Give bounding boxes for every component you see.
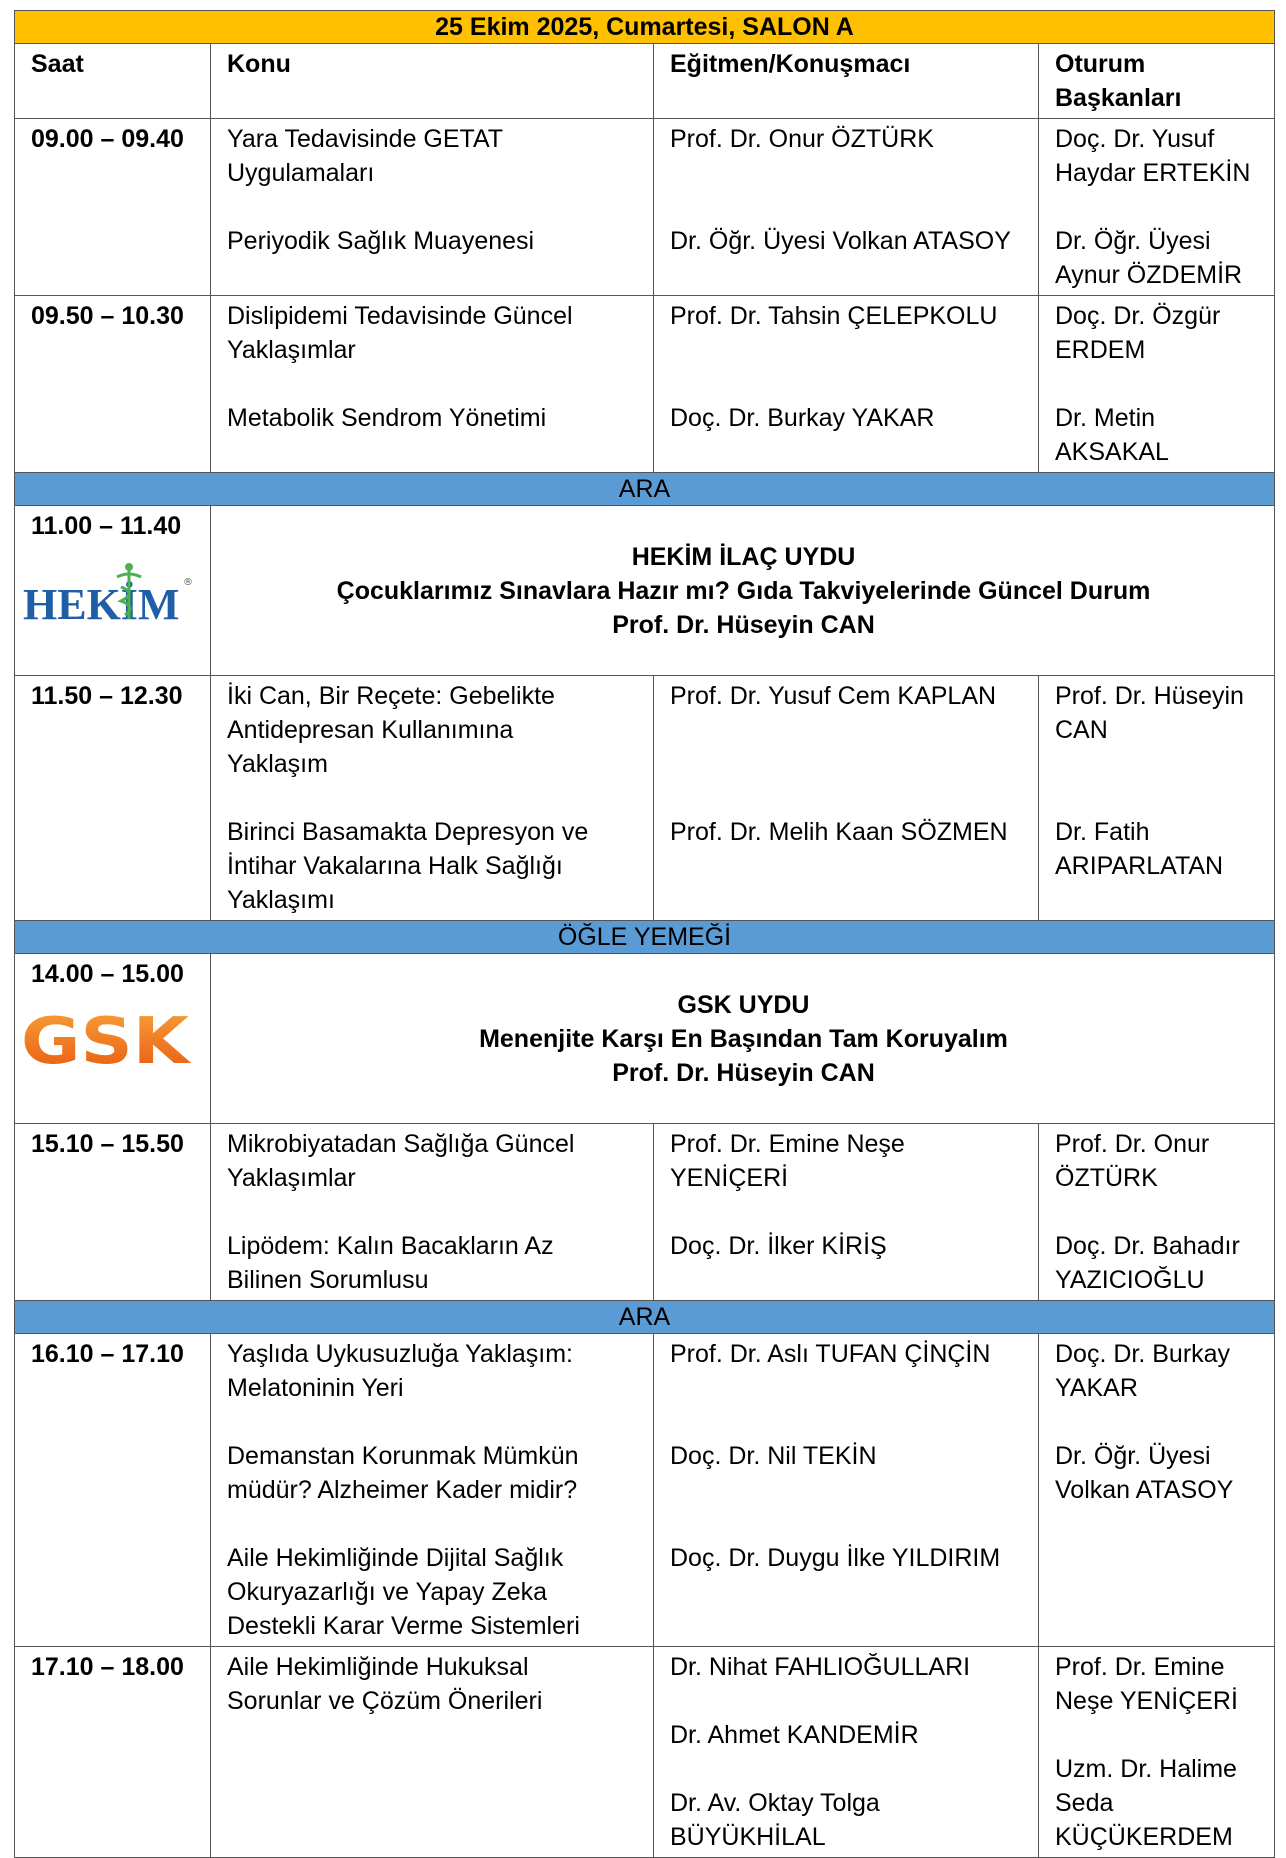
satellite-speaker: Prof. Dr. Hüseyin CAN [612, 1058, 875, 1087]
speaker-line: YENİÇERİ [670, 1164, 789, 1192]
satellite-speaker: Prof. Dr. Hüseyin CAN [612, 610, 875, 639]
session-time: 11.50 – 12.30 [15, 676, 211, 921]
session-chairs [1039, 1334, 1275, 1647]
topic-line: Destekli Karar Verme Sistemleri [227, 1612, 580, 1640]
satellite-topic: Çocuklarımız Sınavlara Hazır mı? Gıda Takviyelerinde Güncel Durum [336, 576, 1151, 605]
session-topics [211, 676, 654, 921]
session-time: 09.50 – 10.30 [15, 296, 211, 473]
chair-line: YAKAR [1055, 1374, 1138, 1402]
session-speakers [654, 676, 1039, 921]
topic-line: Melatoninin Yeri [227, 1374, 404, 1402]
program-table [14, 10, 1275, 1858]
session-speakers [654, 1647, 1039, 1858]
topic-line: Metabolik Sendrom Yönetimi [227, 404, 547, 432]
lunch-row [15, 921, 1275, 954]
chair-line: Doç. Dr. Özgür [1055, 302, 1221, 330]
satellite-info [211, 506, 1275, 676]
chair-line: Uzm. Dr. Halime [1055, 1755, 1237, 1783]
session-speakers [654, 1334, 1039, 1647]
header-chairs-line-1: Oturum [1055, 50, 1146, 78]
chair-line: Neşe YENİÇERİ [1055, 1687, 1238, 1715]
chair-line: ERDEM [1055, 336, 1146, 364]
session-chairs [1039, 1124, 1275, 1301]
registered-mark: ® [183, 577, 193, 588]
topic-line: Lipödem: Kalın Bacakların Az [227, 1232, 554, 1260]
session-row-6 [15, 1647, 1275, 1858]
gsk-logo [21, 1005, 193, 1075]
session-time: 09.00 – 09.40 [15, 119, 211, 296]
header-topic [211, 44, 654, 119]
speaker-line: Prof. Dr. Aslı TUFAN ÇİNÇİN [670, 1340, 991, 1368]
session-time: 15.10 – 15.50 [15, 1124, 211, 1301]
topic-line: Dislipidemi Tedavisinde Güncel [227, 302, 573, 330]
chair-line: CAN [1055, 716, 1108, 744]
hekim-logo-text: HEKİM [23, 580, 180, 629]
topic-line: Antidepresan Kullanımına [227, 716, 514, 744]
session-topics [211, 296, 654, 473]
satellite-row-hekim [15, 506, 1275, 676]
session-row-4 [15, 1124, 1275, 1301]
topic-line: Mikrobiyatadan Sağlığa Güncel [227, 1130, 575, 1158]
session-row-1 [15, 119, 1275, 296]
header-time-label: Saat [31, 50, 84, 78]
topic-line: Yaşlıda Uykusuzluğa Yaklaşım: [227, 1340, 573, 1368]
session-chairs [1039, 296, 1275, 473]
session-topics [211, 1334, 654, 1647]
chair-line: Haydar ERTEKİN [1055, 159, 1251, 187]
topic-line: Yaklaşımı [227, 886, 335, 914]
lunch-label: ÖĞLE YEMEĞİ [15, 921, 1275, 954]
satellite-row-gsk [15, 954, 1275, 1124]
header-chairs [1039, 44, 1275, 119]
chair-line: Dr. Metin [1055, 404, 1156, 432]
topic-line: müdür? Alzheimer Kader midir? [227, 1476, 578, 1504]
session-chairs [1039, 1647, 1275, 1858]
speaker-line: Prof. Dr. Onur ÖZTÜRK [670, 125, 934, 153]
satellite-name: GSK UYDU [677, 990, 810, 1019]
session-speakers [654, 296, 1039, 473]
session-time: 11.00 – 11.40 [31, 512, 182, 540]
chair-line: ARIPARLATAN [1055, 852, 1224, 880]
speaker-line: Prof. Dr. Melih Kaan SÖZMEN [670, 818, 1008, 846]
chair-line: Prof. Dr. Hüseyin [1055, 682, 1244, 710]
break-label: ARA [15, 1301, 1275, 1334]
topic-line: Uygulamaları [227, 159, 375, 187]
topic-line: Yaklaşımlar [227, 1164, 356, 1192]
session-time: 17.10 – 18.00 [15, 1647, 211, 1858]
program-sheet [14, 10, 1274, 1858]
title-row [15, 11, 1275, 44]
break-row [15, 473, 1275, 506]
speaker-line: Dr. Nihat FAHLIOĞULLARI [670, 1653, 971, 1681]
chair-line: Prof. Dr. Emine [1055, 1653, 1225, 1681]
session-time: 16.10 – 17.10 [15, 1334, 211, 1647]
header-topic-label: Konu [227, 50, 291, 78]
speaker-line: Dr. Av. Oktay Tolga [670, 1789, 880, 1817]
chair-line: YAZICIOĞLU [1055, 1266, 1205, 1294]
topic-line: Yaklaşım [227, 750, 328, 778]
hekim-logo [21, 561, 193, 631]
chair-line: Doç. Dr. Yusuf [1055, 125, 1215, 153]
chair-line: Seda [1055, 1789, 1114, 1817]
speaker-line: Doç. Dr. İlker KİRİŞ [670, 1232, 887, 1260]
speaker-line: Doç. Dr. Burkay YAKAR [670, 404, 935, 432]
topic-line: Sorunlar ve Çözüm Önerileri [227, 1687, 543, 1715]
session-speakers [654, 1124, 1039, 1301]
topic-line: Okuryazarlığı ve Yapay Zeka [227, 1578, 548, 1606]
satellite-name: HEKİM İLAÇ UYDU [631, 542, 856, 571]
session-topics [211, 1647, 654, 1858]
topic-line: İntihar Vakalarına Halk Sağlığı [227, 852, 563, 880]
speaker-line: Prof. Dr. Tahsin ÇELEPKOLU [670, 302, 998, 330]
chair-line: Prof. Dr. Onur [1055, 1130, 1210, 1158]
chair-line: KÜÇÜKERDEM [1055, 1823, 1233, 1851]
session-speakers [654, 119, 1039, 296]
session-chairs [1039, 119, 1275, 296]
topic-line: Yara Tedavisinde GETAT [227, 125, 504, 153]
session-row-5 [15, 1334, 1275, 1647]
satellite-time-cell [15, 954, 211, 1124]
chair-line: Doç. Dr. Bahadır [1055, 1232, 1240, 1260]
header-row [15, 44, 1275, 119]
topic-line: Periyodik Sağlık Muayenesi [227, 227, 535, 255]
speaker-line: BÜYÜKHİLAL [670, 1823, 826, 1851]
chair-line: Aynur ÖZDEMİR [1055, 261, 1243, 289]
header-speaker [654, 44, 1039, 119]
speaker-line: Dr. Ahmet KANDEMİR [670, 1721, 919, 1749]
session-topics [211, 119, 654, 296]
chair-line: Dr. Fatih [1055, 818, 1150, 846]
speaker-line: Prof. Dr. Yusuf Cem KAPLAN [670, 682, 997, 710]
header-chairs-line-2: Başkanları [1055, 84, 1182, 112]
session-row-2 [15, 296, 1275, 473]
topic-line: Aile Hekimliğinde Hukuksal [227, 1653, 529, 1681]
topic-line: Demanstan Korunmak Mümkün [227, 1442, 579, 1470]
topic-line: Aile Hekimliğinde Dijital Sağlık [227, 1544, 564, 1572]
break-row [15, 1301, 1275, 1334]
chair-line: Doç. Dr. Burkay [1055, 1340, 1231, 1368]
satellite-time-cell [15, 506, 211, 676]
header-speaker-label: Eğitmen/Konuşmacı [670, 50, 911, 78]
session-time: 14.00 – 15.00 [31, 960, 184, 988]
session-row-3 [15, 676, 1275, 921]
session-chairs [1039, 676, 1275, 921]
chair-line: Dr. Öğr. Üyesi [1055, 1442, 1211, 1470]
session-topics [211, 1124, 654, 1301]
chair-line: ÖZTÜRK [1055, 1164, 1158, 1192]
chair-line: AKSAKAL [1055, 438, 1169, 466]
satellite-info [211, 954, 1275, 1124]
speaker-line: Doç. Dr. Nil TEKİN [670, 1442, 877, 1470]
topic-line: Birinci Basamakta Depresyon ve [227, 818, 589, 846]
speaker-line: Dr. Öğr. Üyesi Volkan ATASOY [670, 227, 1011, 255]
day-title: 25 Ekim 2025, Cumartesi, SALON A [15, 11, 1275, 44]
satellite-topic: Menenjite Karşı En Başından Tam Koruyalım [479, 1024, 1008, 1053]
chair-line: Dr. Öğr. Üyesi [1055, 227, 1211, 255]
topic-line: İki Can, Bir Reçete: Gebelikte [227, 682, 555, 710]
header-time [15, 44, 211, 119]
speaker-line: Doç. Dr. Duygu İlke YILDIRIM [670, 1544, 1001, 1572]
gsk-logo-text: GSK [21, 1005, 192, 1075]
topic-line: Bilinen Sorumlusu [227, 1266, 429, 1294]
break-label: ARA [15, 473, 1275, 506]
speaker-line: Prof. Dr. Emine Neşe [670, 1130, 905, 1158]
topic-line: Yaklaşımlar [227, 336, 356, 364]
chair-line: Volkan ATASOY [1055, 1476, 1234, 1504]
